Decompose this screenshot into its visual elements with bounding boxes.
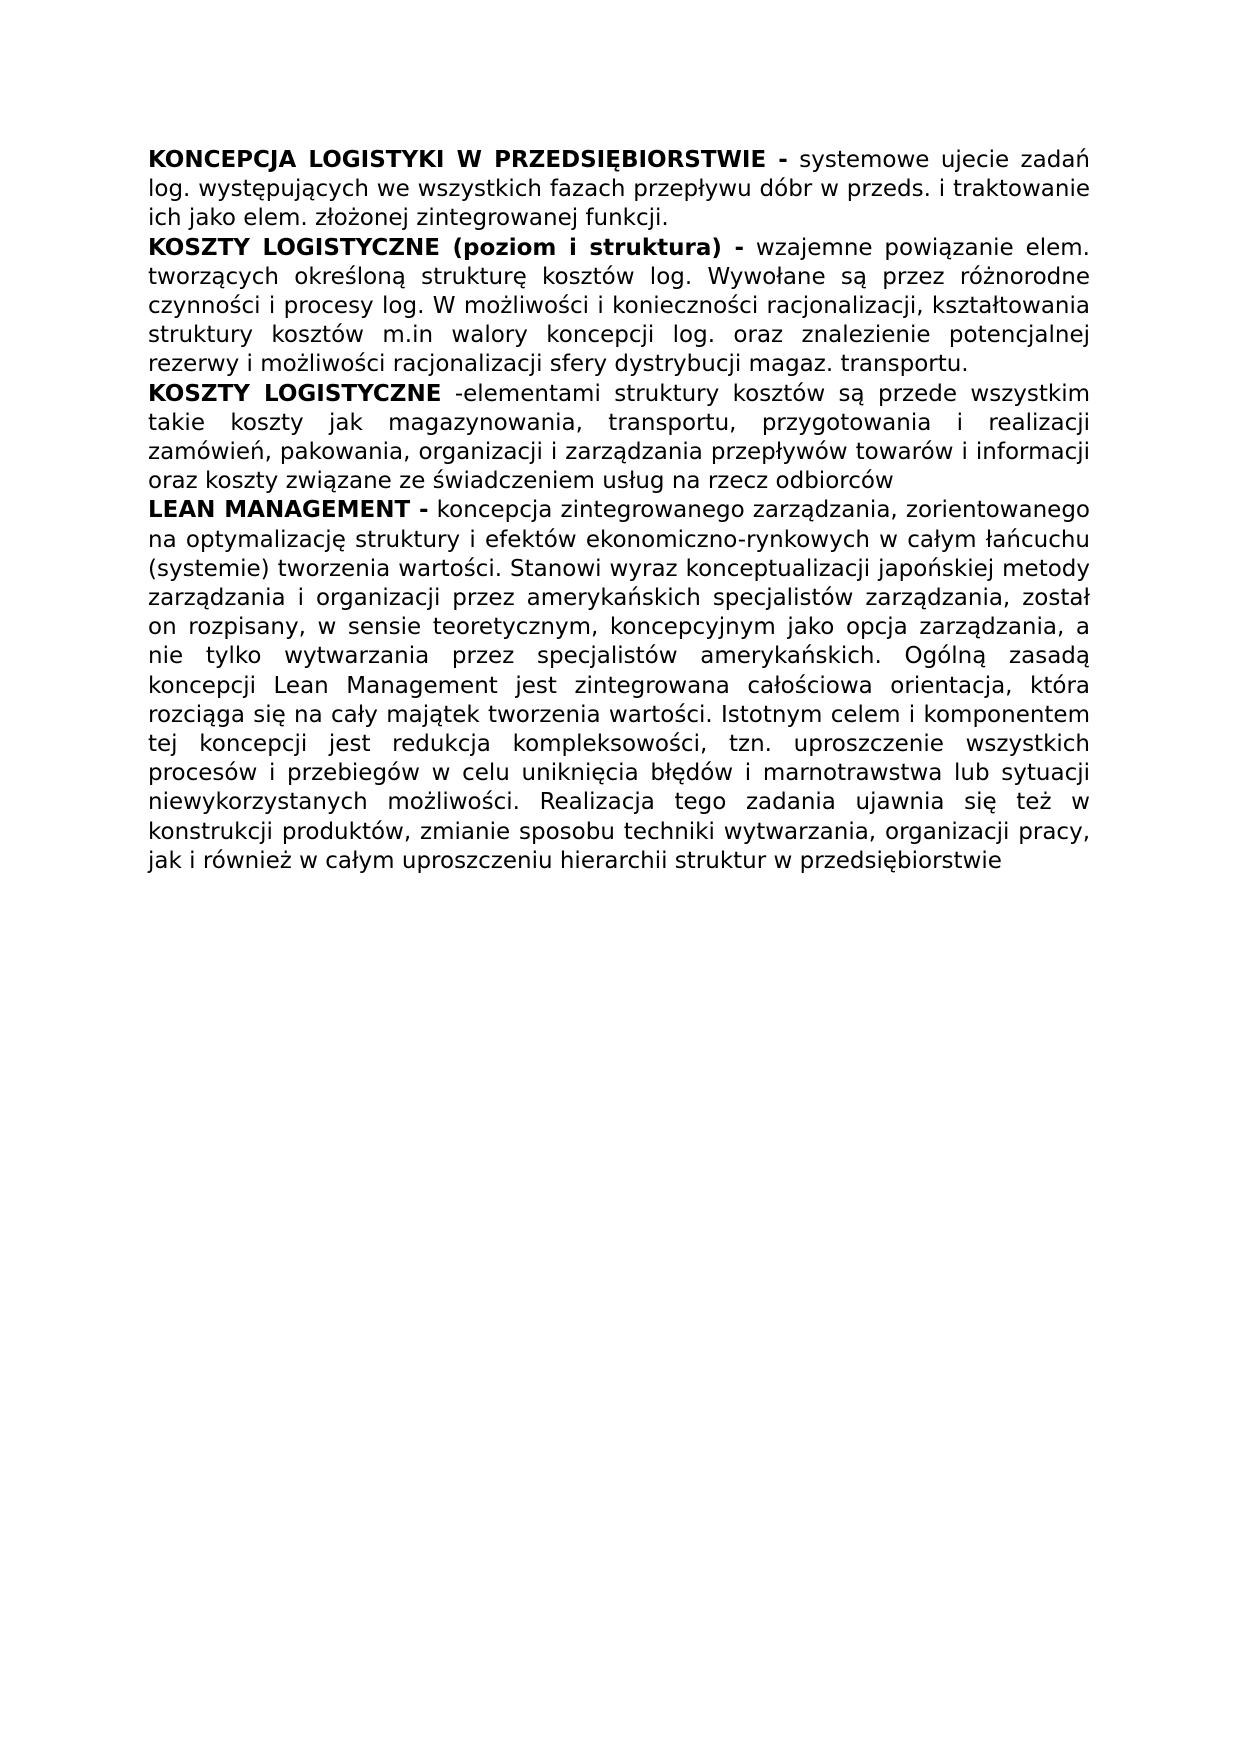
paragraph-koncepcja-logistyki [148, 146, 1090, 234]
term-heading: KONCEPCJA LOGISTYKI W PRZEDSIĘBIORSTWIE - [148, 147, 788, 173]
paragraph-koszty-logistyczne [148, 380, 1090, 497]
definition-text: koncepcja zintegrowanego zarządzania, zorientowanego na optymalizację struktury i efektów ekonomiczno-rynkowych w całym łańcuchu (systemie) tworzenia wartości. Stanowi wyraz konceptualizacji japońskiej metody zarządzania i organizacji przez amerykańskich specjalistów zarządzania, został on rozpisany, w sensie teoretycznym, koncepcyjnym jako opcja zarządzania, a nie tylko wytwarzania przez specjalistów amerykańskich. Ogólną zasadą koncepcji Lean Management jest zintegrowana całościowa orientacja, która rozciąga się na cały majątek tworzenia wartości. Istotnym celem i komponentem tej koncepcji jest redukcja kompleksowości, tzn. uproszczenie wszystkich procesów i przebiegów w celu uniknięcia błędów i marnotrawstwa lub sytuacji niewykorzystanych możliwości. Realizacja tego zadania ujawnia się też w konstrukcji produktów, zmianie sposobu techniki wytwarzania, organizacji pracy, jak i również w całym uproszczeniu hierarchii struktur w przedsiębiorstwie [148, 497, 1090, 874]
term-heading: KOSZTY LOGISTYCZNE [148, 380, 442, 407]
term-heading: LEAN MANAGEMENT - [148, 497, 429, 524]
term-heading: KOSZTY LOGISTYCZNE (poziom i struktura) - [148, 234, 744, 261]
definition-text: systemowe ujecie zadań log. występujących we wszystkich fazach przepływu dóbr w przeds. i traktowanie ich jako elem. złożonej zintegrowanej funkcji. [148, 147, 1090, 232]
definition-text: wzajemne powiązanie elem. tworzących określoną strukturę kosztów log. Wywołane są przez różnorodne czynności i procesy log. W możliwości i konieczności racjonalizacji, kształtowania struktury kosztów m.in walory koncepcji log. oraz znalezienie potencjalnej rezerwy i możliwości racjonalizacji sfery dystrybucji magaz. transportu. [148, 234, 1090, 378]
paragraph-koszty-logistyczne-poziom [148, 234, 1090, 380]
document-body [148, 146, 1090, 876]
paragraph-lean-management [148, 496, 1090, 876]
definition-text: -elementami struktury kosztów są przede wszystkim takie koszty jak magazynowania, transportu, przygotowania i realizacji zamówień, pakowania, organizacji i zarządzania przepływów towarów i informacji oraz koszty związane ze świadczeniem usług na rzecz odbiorców [148, 380, 1090, 495]
